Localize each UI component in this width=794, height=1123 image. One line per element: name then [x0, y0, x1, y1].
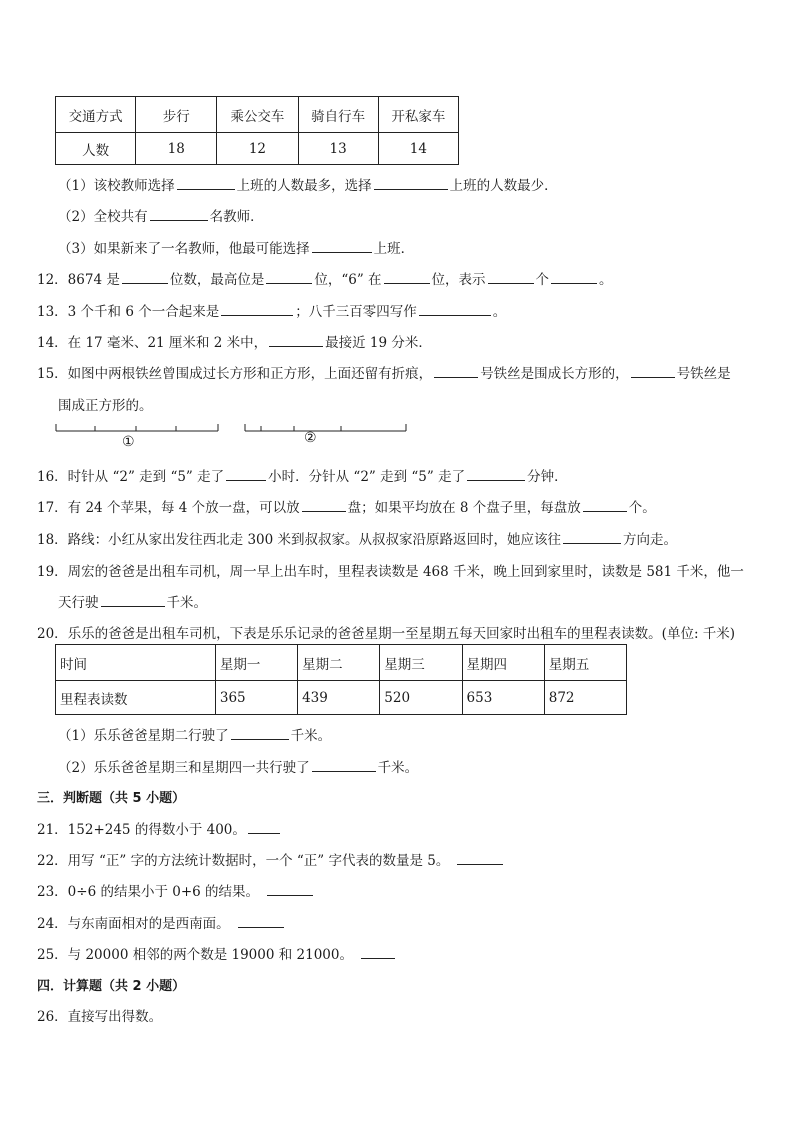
table-header: 星期四 — [462, 645, 544, 681]
question-25: 25．与 20000 相邻的两个数是 19000 和 21000。 — [37, 943, 397, 963]
table-row-label: 人数 — [56, 133, 136, 165]
question-24: 24．与东南面相对的是西南面。 — [37, 912, 286, 932]
question-19-continued: 天行驶 千米。 — [58, 595, 207, 611]
answer-blank[interactable] — [238, 915, 284, 928]
answer-blank[interactable] — [312, 759, 376, 772]
question-15: 15．如图中两根铁丝曾围成过长方形和正方形，上面还留有折痕， 号铁丝是围成长方形的， 号铁丝是 — [37, 366, 731, 382]
table-cell: 365 — [215, 681, 297, 715]
wire-1-figure — [55, 420, 225, 450]
answer-blank[interactable] — [434, 365, 478, 378]
wire-2-label: ② — [304, 430, 317, 446]
question-22: 22．用写 “正” 字的方法统计数据时，一个 “正” 字代表的数量是 5。 — [37, 849, 505, 869]
table-header: 时间 — [56, 645, 216, 681]
table-header: 乘公交车 — [217, 97, 298, 133]
table-cell: 18 — [136, 133, 217, 165]
q11-part2: （2）全校共有 名教师． — [58, 209, 264, 225]
answer-blank[interactable] — [631, 365, 675, 378]
answer-blank[interactable] — [101, 594, 165, 607]
answer-blank[interactable] — [583, 499, 627, 512]
answer-blank[interactable] — [122, 271, 168, 284]
table-cell: 653 — [462, 681, 544, 715]
question-13: 13．3 个千和 6 个一合起来是 ；八千三百零四写作 。 — [37, 304, 507, 320]
answer-blank[interactable] — [226, 468, 266, 481]
answer-blank[interactable] — [266, 271, 312, 284]
answer-blank[interactable] — [563, 531, 621, 544]
answer-blank[interactable] — [551, 271, 597, 284]
table-header: 星期三 — [380, 645, 462, 681]
transport-table — [55, 96, 459, 165]
answer-blank[interactable] — [248, 821, 280, 834]
answer-blank[interactable] — [177, 177, 235, 190]
table-header: 交通方式 — [56, 97, 136, 133]
table-cell: 13 — [298, 133, 378, 165]
table-cell: 12 — [217, 133, 298, 165]
answer-blank[interactable] — [150, 208, 208, 221]
answer-blank[interactable] — [312, 240, 372, 253]
table-header: 星期二 — [298, 645, 380, 681]
answer-blank[interactable] — [302, 499, 346, 512]
answer-blank[interactable] — [467, 468, 525, 481]
answer-blank[interactable] — [384, 271, 430, 284]
answer-blank[interactable] — [267, 883, 313, 896]
table-header: 开私家车 — [378, 97, 458, 133]
table-row-label: 里程表读数 — [56, 681, 216, 715]
question-17: 17．有 24 个苹果，每 4 个放一盘，可以放 盘；如果平均放在 8 个盘子里，每盘放 个。 — [37, 500, 656, 516]
answer-blank[interactable] — [231, 727, 289, 740]
question-23: 23．0÷6 的结果小于 0+6 的结果。 — [37, 880, 315, 900]
table-cell: 14 — [378, 133, 458, 165]
wire-1-label: ① — [122, 434, 135, 450]
q20-part2: （2）乐乐爸爸星期三和星期四一共行驶了 千米。 — [58, 760, 419, 776]
q11-part1: （1）该校教师选择 上班的人数最多，选择 上班的人数最少． — [58, 178, 558, 194]
question-26: 26．直接写出得数。 — [37, 1009, 163, 1025]
q20-part1: （1）乐乐爸爸星期二行驶了 千米。 — [58, 728, 332, 744]
answer-blank[interactable] — [488, 271, 534, 284]
section-heading: 三．判断题（共 5 小题） — [37, 791, 186, 806]
section-heading: 四．计算题（共 2 小题） — [37, 979, 186, 994]
answer-blank[interactable] — [419, 303, 491, 316]
table-cell: 439 — [298, 681, 380, 715]
answer-blank[interactable] — [361, 946, 395, 959]
question-14: 14．在 17 毫米、21 厘米和 2 米中， 最接近 19 分米． — [37, 335, 432, 351]
table-cell: 872 — [544, 681, 626, 715]
answer-blank[interactable] — [269, 334, 323, 347]
odometer-table — [55, 644, 627, 715]
question-16: 16．时针从 “2” 走到 “5” 走了 小时．分针从 “2” 走到 “5” 走了 分钟． — [37, 469, 568, 485]
answer-blank[interactable] — [457, 852, 503, 865]
question-15-continued: 围成正方形的。 — [58, 398, 153, 414]
table-header: 星期一 — [215, 645, 297, 681]
answer-blank[interactable] — [221, 303, 293, 316]
answer-blank[interactable] — [374, 177, 448, 190]
question-20: 20．乐乐的爸爸是出租车司机，下表是乐乐记录的爸爸星期一至星期五每天回家时出租车的里程表读数。(单位: 千米) — [37, 626, 736, 642]
question-12: 12．8674 是 位数，最高位是 位，“6” 在 位，表示 个 。 — [37, 272, 613, 288]
q11-part3: （3）如果新来了一名教师，他最可能选择 上班． — [58, 241, 415, 257]
question-21: 21．152+245 的得数小于 400。 — [37, 818, 282, 838]
question-19: 19．周宏的爸爸是出租车司机，周一早上出车时，里程表读数是 468 千米，晚上回到家里时，读数是 581 千米，他一 — [37, 564, 744, 580]
wire-2-figure — [244, 420, 414, 450]
table-cell: 520 — [380, 681, 462, 715]
table-header: 骑自行车 — [298, 97, 378, 133]
table-header: 步行 — [136, 97, 217, 133]
table-header: 星期五 — [544, 645, 626, 681]
question-18: 18．路线：小红从家出发往西北走 300 米到叔叔家。从叔叔家沿原路返回时，她应该往 方向走。 — [37, 532, 678, 548]
